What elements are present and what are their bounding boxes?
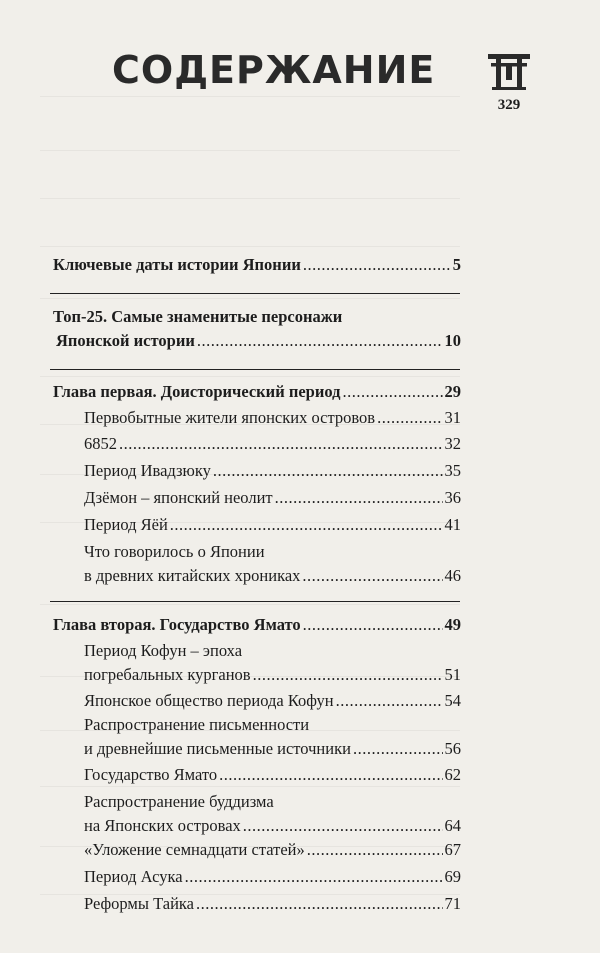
entry-title-line1: Топ-25. Самые знаменитые персонажи (53, 307, 343, 326)
entry-title: Японской истории (56, 331, 195, 350)
toc-entry[interactable] (84, 540, 461, 588)
entry-page: 32 (444, 434, 461, 453)
entry-title: Государство Ямато (84, 765, 218, 784)
entry-page: 71 (444, 894, 461, 913)
page-title: СОДЕРЖАНИЕ (112, 48, 436, 92)
entry-title: Глава первая. Доисторический период (53, 382, 341, 401)
section-divider (50, 369, 460, 370)
toc-entry[interactable] (84, 713, 461, 761)
entry-title: Реформы Тайка (84, 894, 194, 913)
page-number: 329 (497, 97, 521, 113)
toc-entry[interactable] (84, 689, 461, 713)
toc-entry[interactable] (53, 380, 461, 404)
entry-page: 31 (444, 408, 461, 427)
toc-entry[interactable] (53, 613, 461, 637)
entry-page: 49 (444, 615, 461, 634)
entry-title-line1: Период Кофун – эпоха (84, 641, 243, 660)
toc-entry[interactable] (84, 838, 461, 862)
entry-title: Японское общество периода Кофун (84, 691, 334, 710)
entry-page: 69 (444, 867, 461, 886)
toc-entry[interactable] (84, 639, 461, 687)
toc-entry[interactable] (84, 865, 461, 889)
entry-title: Глава вторая. Государство Ямато (53, 615, 301, 634)
entry-title: на Японских островах (84, 816, 241, 835)
toc-entry[interactable] (84, 406, 461, 430)
toc-entry[interactable] (84, 790, 461, 838)
entry-page: 5 (452, 255, 461, 274)
toc-entry[interactable] (53, 305, 461, 353)
toc-entry[interactable] (84, 892, 461, 916)
entry-title: 6852 (84, 434, 117, 453)
entry-title-line1: Распространение письменности (84, 715, 310, 734)
entry-title: Период Яёй (84, 515, 168, 534)
entry-page: 67 (444, 840, 461, 859)
toc-entry[interactable] (53, 253, 461, 277)
toc-entry[interactable] (84, 486, 461, 510)
entry-page: 41 (444, 515, 461, 534)
toc-entry[interactable] (84, 459, 461, 483)
entry-title: и древнейшие письменные источники (84, 739, 351, 758)
entry-page: 62 (444, 765, 461, 784)
entry-page: 46 (444, 566, 461, 585)
entry-title: Период Ивадзюку (84, 461, 211, 480)
entry-title: Дзёмон – японский неолит (84, 488, 273, 507)
entry-title: Период Асука (84, 867, 183, 886)
entry-title-line1: Что говорилось о Японии (84, 542, 265, 561)
entry-title: Ключевые даты истории Японии (53, 255, 301, 274)
toc-entry[interactable] (84, 432, 461, 456)
entry-page: 56 (444, 739, 461, 758)
entry-page: 51 (444, 665, 461, 684)
entry-page: 54 (444, 691, 461, 710)
section-divider (50, 293, 460, 294)
toc-entry[interactable] (84, 513, 461, 537)
section-divider (50, 601, 460, 602)
entry-title-line1: Распространение буддизма (84, 792, 274, 811)
entry-title: «Уложение семнадцати статей» (84, 840, 305, 859)
entry-page: 29 (444, 382, 461, 401)
entry-page: 64 (444, 816, 461, 835)
entry-title: погребальных курганов (84, 665, 251, 684)
toc-entry[interactable] (84, 763, 461, 787)
entry-title: в древних китайских хрониках (84, 566, 301, 585)
entry-page: 35 (444, 461, 461, 480)
entry-page: 36 (444, 488, 461, 507)
entry-page: 10 (444, 331, 461, 350)
entry-title: Первобытные жители японских островов (84, 408, 376, 427)
